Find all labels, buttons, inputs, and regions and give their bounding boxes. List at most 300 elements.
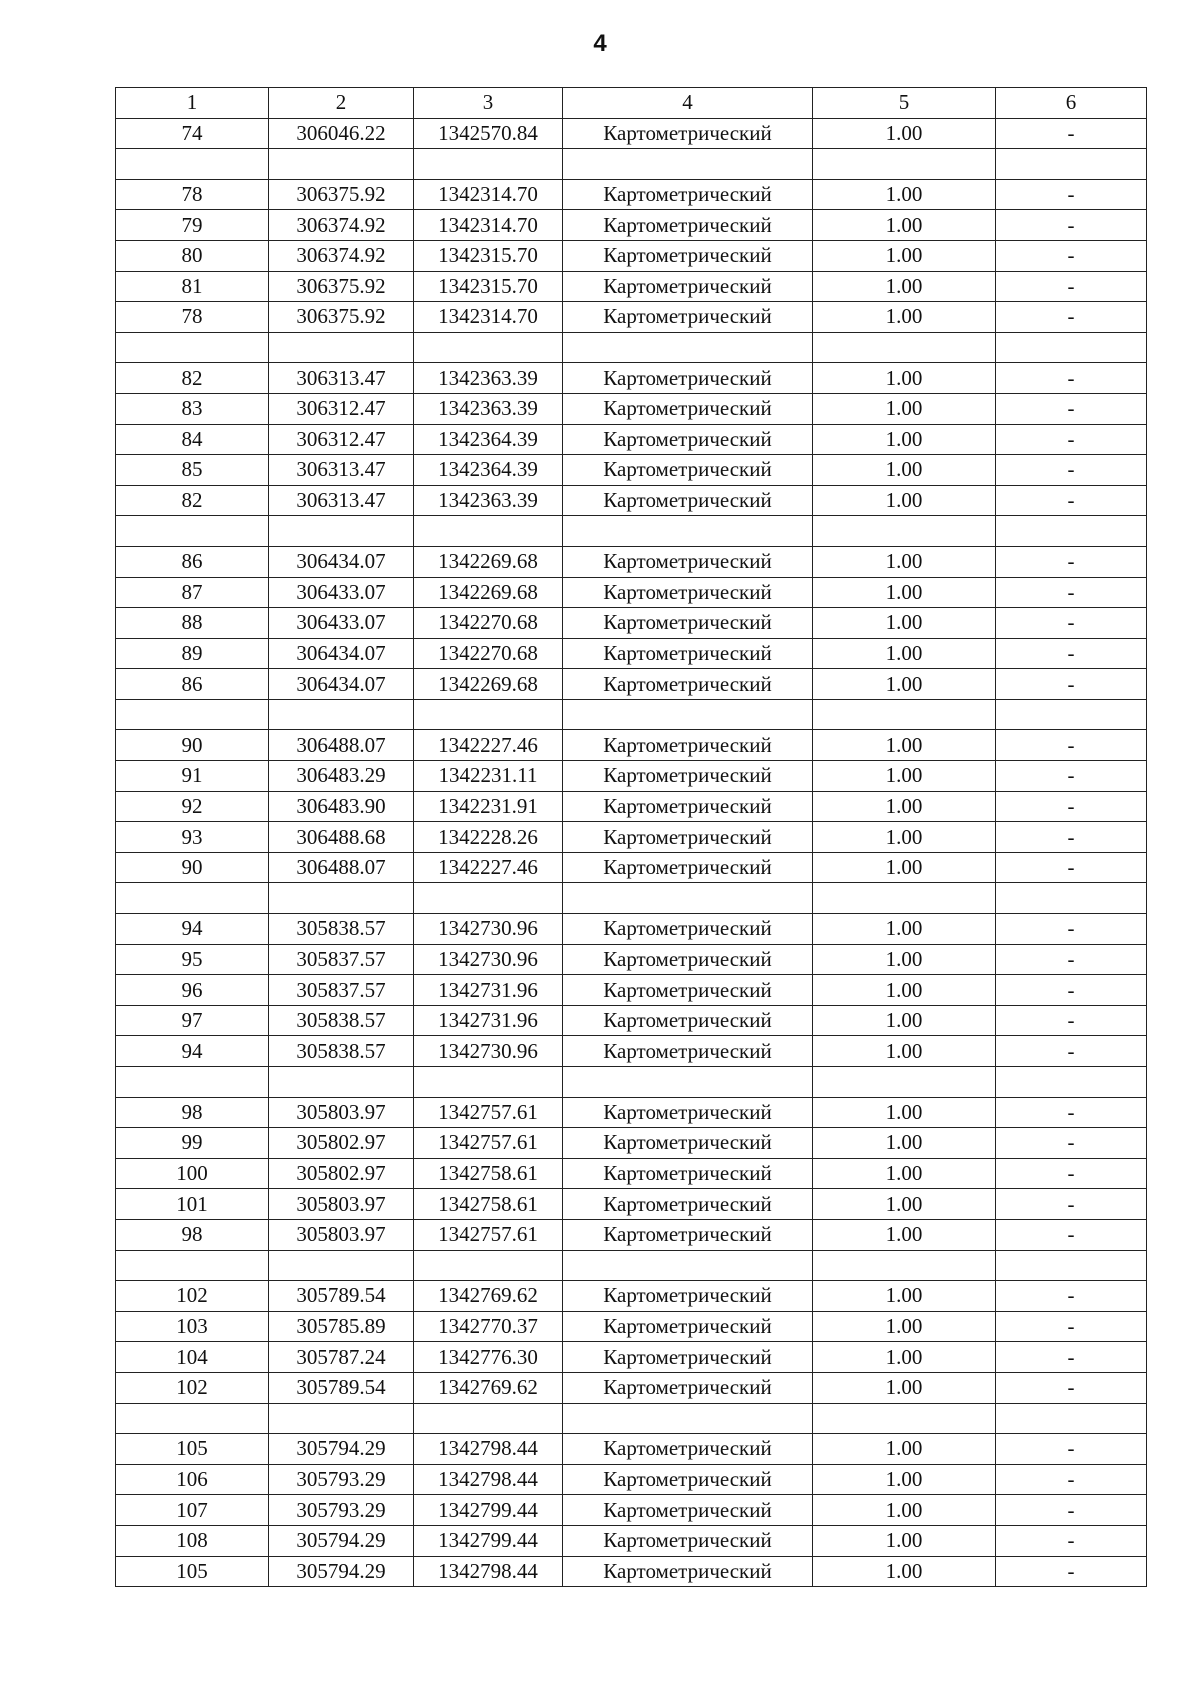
table-row bbox=[116, 455, 1147, 486]
table-cell: 1.00 bbox=[813, 1036, 996, 1067]
table-cell: 1.00 bbox=[813, 914, 996, 945]
table-cell: 1.00 bbox=[813, 638, 996, 669]
table-cell bbox=[116, 883, 269, 914]
table-cell: - bbox=[996, 791, 1147, 822]
table-cell: 305789.54 bbox=[269, 1372, 414, 1403]
table-cell: - bbox=[996, 424, 1147, 455]
table-cell: 1342757.61 bbox=[414, 1097, 563, 1128]
table-cell: 305794.29 bbox=[269, 1556, 414, 1587]
separator-row bbox=[116, 1403, 1147, 1434]
table-cell: 96 bbox=[116, 975, 269, 1006]
table-cell: 85 bbox=[116, 455, 269, 486]
table-cell: - bbox=[996, 485, 1147, 516]
table-cell: - bbox=[996, 852, 1147, 883]
table-cell: 306046.22 bbox=[269, 118, 414, 149]
table-cell bbox=[414, 1250, 563, 1281]
table-cell: 1.00 bbox=[813, 852, 996, 883]
table-cell: 305794.29 bbox=[269, 1434, 414, 1465]
table-row bbox=[116, 669, 1147, 700]
table-cell bbox=[813, 883, 996, 914]
table-cell: 305803.97 bbox=[269, 1189, 414, 1220]
table-cell: 1.00 bbox=[813, 669, 996, 700]
table-cell bbox=[269, 699, 414, 730]
table-cell: 86 bbox=[116, 669, 269, 700]
table-cell: 1342730.96 bbox=[414, 914, 563, 945]
table-row bbox=[116, 852, 1147, 883]
table-cell: Картометрический bbox=[563, 791, 813, 822]
table-cell bbox=[414, 332, 563, 363]
table-cell: 305793.29 bbox=[269, 1495, 414, 1526]
table-cell: 1.00 bbox=[813, 944, 996, 975]
table-cell: 305793.29 bbox=[269, 1464, 414, 1495]
table-cell: 306483.90 bbox=[269, 791, 414, 822]
table-cell: 1.00 bbox=[813, 1128, 996, 1159]
table-cell: - bbox=[996, 1036, 1147, 1067]
table-cell: Картометрический bbox=[563, 914, 813, 945]
table-cell: Картометрический bbox=[563, 210, 813, 241]
table-cell bbox=[996, 149, 1147, 180]
table-cell: 1342731.96 bbox=[414, 975, 563, 1006]
table-cell: - bbox=[996, 1342, 1147, 1373]
table-cell: - bbox=[996, 1128, 1147, 1159]
table-cell: 92 bbox=[116, 791, 269, 822]
table-row bbox=[116, 1281, 1147, 1312]
table-cell: 93 bbox=[116, 822, 269, 853]
table-cell: 80 bbox=[116, 240, 269, 271]
table-cell: Картометрический bbox=[563, 730, 813, 761]
table-cell bbox=[813, 332, 996, 363]
table-cell: Картометрический bbox=[563, 302, 813, 333]
table-row bbox=[116, 302, 1147, 333]
table-cell: 1342757.61 bbox=[414, 1128, 563, 1159]
table-row bbox=[116, 577, 1147, 608]
table-cell: 305794.29 bbox=[269, 1525, 414, 1556]
table-cell bbox=[813, 699, 996, 730]
table-cell: 1.00 bbox=[813, 1311, 996, 1342]
table-row bbox=[116, 1434, 1147, 1465]
table-cell: Картометрический bbox=[563, 1311, 813, 1342]
table-cell: 306374.92 bbox=[269, 240, 414, 271]
table-cell: 1342730.96 bbox=[414, 1036, 563, 1067]
table-cell bbox=[996, 1250, 1147, 1281]
table-cell bbox=[116, 516, 269, 547]
table-cell: - bbox=[996, 914, 1147, 945]
page-number: 4 bbox=[593, 30, 607, 57]
table-cell: Картометрический bbox=[563, 363, 813, 394]
table-cell: - bbox=[996, 240, 1147, 271]
table-row bbox=[116, 1525, 1147, 1556]
table-cell: 1.00 bbox=[813, 210, 996, 241]
table-cell: 82 bbox=[116, 485, 269, 516]
table-cell: 1342314.70 bbox=[414, 179, 563, 210]
table-cell: 306375.92 bbox=[269, 179, 414, 210]
table-cell: - bbox=[996, 944, 1147, 975]
table-cell: - bbox=[996, 1158, 1147, 1189]
table-cell: Картометрический bbox=[563, 669, 813, 700]
table-cell: Картометрический bbox=[563, 1434, 813, 1465]
table-row bbox=[116, 424, 1147, 455]
table-cell: 1342314.70 bbox=[414, 210, 563, 241]
separator-row bbox=[116, 1250, 1147, 1281]
table-row bbox=[116, 240, 1147, 271]
separator-row bbox=[116, 883, 1147, 914]
table-cell: Картометрический bbox=[563, 1372, 813, 1403]
table-cell: 1342770.37 bbox=[414, 1311, 563, 1342]
table-cell bbox=[563, 1403, 813, 1434]
table-cell bbox=[996, 883, 1147, 914]
table-cell: 1.00 bbox=[813, 1556, 996, 1587]
table-cell: - bbox=[996, 546, 1147, 577]
table-cell bbox=[269, 1250, 414, 1281]
table-cell: 103 bbox=[116, 1311, 269, 1342]
table-cell: 86 bbox=[116, 546, 269, 577]
table-cell: 90 bbox=[116, 730, 269, 761]
table-cell: 1.00 bbox=[813, 455, 996, 486]
table-cell: 1342269.68 bbox=[414, 577, 563, 608]
table-cell: 104 bbox=[116, 1342, 269, 1373]
table-row bbox=[116, 761, 1147, 792]
table-cell bbox=[414, 699, 563, 730]
table-cell bbox=[996, 516, 1147, 547]
coordinates-table bbox=[115, 87, 1147, 1587]
table-cell: 1.00 bbox=[813, 577, 996, 608]
table-cell: - bbox=[996, 822, 1147, 853]
table-cell: 78 bbox=[116, 302, 269, 333]
table-cell bbox=[996, 1403, 1147, 1434]
table-cell: Картометрический bbox=[563, 1036, 813, 1067]
table-cell: 305787.24 bbox=[269, 1342, 414, 1373]
table-cell: 83 bbox=[116, 393, 269, 424]
table-cell: - bbox=[996, 1434, 1147, 1465]
table-cell: Картометрический bbox=[563, 638, 813, 669]
table-cell: 306375.92 bbox=[269, 302, 414, 333]
table-cell: Картометрический bbox=[563, 1005, 813, 1036]
table-cell: 97 bbox=[116, 1005, 269, 1036]
table-cell: 1342231.11 bbox=[414, 761, 563, 792]
table-header bbox=[116, 88, 1147, 119]
table-cell: 1342769.62 bbox=[414, 1372, 563, 1403]
table-cell: 1342231.91 bbox=[414, 791, 563, 822]
table-cell: - bbox=[996, 1311, 1147, 1342]
table-cell: 100 bbox=[116, 1158, 269, 1189]
table-cell bbox=[269, 1403, 414, 1434]
table-cell: 1.00 bbox=[813, 975, 996, 1006]
table-cell bbox=[563, 883, 813, 914]
table-cell bbox=[563, 332, 813, 363]
table-cell: 1342314.70 bbox=[414, 302, 563, 333]
table-cell: Картометрический bbox=[563, 608, 813, 639]
table-row bbox=[116, 1005, 1147, 1036]
table-cell: 1.00 bbox=[813, 1158, 996, 1189]
table-cell: 1.00 bbox=[813, 1525, 996, 1556]
table-cell: 94 bbox=[116, 914, 269, 945]
header-cell: 5 bbox=[813, 88, 996, 119]
table-cell bbox=[813, 516, 996, 547]
table-cell bbox=[563, 699, 813, 730]
table-cell: 1.00 bbox=[813, 822, 996, 853]
table-row bbox=[116, 546, 1147, 577]
table-cell: - bbox=[996, 118, 1147, 149]
table-cell bbox=[269, 1067, 414, 1098]
table-cell: 106 bbox=[116, 1464, 269, 1495]
table-cell bbox=[996, 699, 1147, 730]
table-cell bbox=[116, 332, 269, 363]
table-cell: 306433.07 bbox=[269, 608, 414, 639]
table-cell: 1.00 bbox=[813, 363, 996, 394]
table-cell: 88 bbox=[116, 608, 269, 639]
table-cell: 1.00 bbox=[813, 761, 996, 792]
table-cell: 1342570.84 bbox=[414, 118, 563, 149]
table-cell: - bbox=[996, 761, 1147, 792]
table-cell: Картометрический bbox=[563, 240, 813, 271]
table-cell: 306313.47 bbox=[269, 485, 414, 516]
table-row bbox=[116, 1036, 1147, 1067]
table-cell: Картометрический bbox=[563, 822, 813, 853]
table-cell: Картометрический bbox=[563, 546, 813, 577]
table-cell: 1.00 bbox=[813, 393, 996, 424]
table-cell: Картометрический bbox=[563, 577, 813, 608]
table-row bbox=[116, 1219, 1147, 1250]
table-cell: 1342757.61 bbox=[414, 1219, 563, 1250]
table-cell: 305838.57 bbox=[269, 1005, 414, 1036]
table-cell: Картометрический bbox=[563, 118, 813, 149]
header-cell: 1 bbox=[116, 88, 269, 119]
table-cell: 1.00 bbox=[813, 302, 996, 333]
table-cell bbox=[563, 149, 813, 180]
table-cell: Картометрический bbox=[563, 1128, 813, 1159]
table-cell: 1342776.30 bbox=[414, 1342, 563, 1373]
table-cell: - bbox=[996, 577, 1147, 608]
table-cell: 1.00 bbox=[813, 485, 996, 516]
table-cell bbox=[116, 1250, 269, 1281]
table-cell: 1342758.61 bbox=[414, 1189, 563, 1220]
table-cell bbox=[414, 883, 563, 914]
table-cell: - bbox=[996, 1372, 1147, 1403]
table-cell: 1342798.44 bbox=[414, 1464, 563, 1495]
table-row bbox=[116, 914, 1147, 945]
table-cell: 105 bbox=[116, 1556, 269, 1587]
table-cell: - bbox=[996, 1464, 1147, 1495]
table-cell: 1342315.70 bbox=[414, 271, 563, 302]
separator-row bbox=[116, 516, 1147, 547]
table-cell: Картометрический bbox=[563, 393, 813, 424]
table-row bbox=[116, 485, 1147, 516]
table-cell bbox=[116, 1403, 269, 1434]
table-cell: 305802.97 bbox=[269, 1158, 414, 1189]
table-cell: 1.00 bbox=[813, 730, 996, 761]
table-cell: 1342363.39 bbox=[414, 393, 563, 424]
table-cell: 1342270.68 bbox=[414, 638, 563, 669]
separator-row bbox=[116, 332, 1147, 363]
table-cell bbox=[414, 516, 563, 547]
table-cell: Картометрический bbox=[563, 944, 813, 975]
table-cell: 306312.47 bbox=[269, 424, 414, 455]
table-row bbox=[116, 1311, 1147, 1342]
table-cell bbox=[414, 1067, 563, 1098]
table-cell: - bbox=[996, 271, 1147, 302]
table-cell bbox=[813, 149, 996, 180]
table-cell: 1342227.46 bbox=[414, 730, 563, 761]
table-cell: 1.00 bbox=[813, 1495, 996, 1526]
table-cell: 1342799.44 bbox=[414, 1495, 563, 1526]
table-cell: Картометрический bbox=[563, 1097, 813, 1128]
table-cell: 305837.57 bbox=[269, 975, 414, 1006]
table-cell: Картометрический bbox=[563, 1464, 813, 1495]
table-cell: - bbox=[996, 1525, 1147, 1556]
table-cell bbox=[116, 699, 269, 730]
table-cell: - bbox=[996, 179, 1147, 210]
table-cell: 78 bbox=[116, 179, 269, 210]
table-row bbox=[116, 1495, 1147, 1526]
table-cell: 91 bbox=[116, 761, 269, 792]
table-cell: 101 bbox=[116, 1189, 269, 1220]
header-cell: 3 bbox=[414, 88, 563, 119]
table-cell: Картометрический bbox=[563, 179, 813, 210]
table-cell bbox=[269, 883, 414, 914]
table-cell: - bbox=[996, 1556, 1147, 1587]
table-cell: 306312.47 bbox=[269, 393, 414, 424]
table-cell: 305803.97 bbox=[269, 1219, 414, 1250]
table-cell: Картометрический bbox=[563, 271, 813, 302]
table-cell: 94 bbox=[116, 1036, 269, 1067]
header-cell: 6 bbox=[996, 88, 1147, 119]
table-cell: Картометрический bbox=[563, 1281, 813, 1312]
table-cell: Картометрический bbox=[563, 852, 813, 883]
table-row bbox=[116, 118, 1147, 149]
table-cell: 305837.57 bbox=[269, 944, 414, 975]
table-cell: 1342798.44 bbox=[414, 1556, 563, 1587]
separator-row bbox=[116, 1067, 1147, 1098]
table-cell: 1.00 bbox=[813, 1281, 996, 1312]
table-row bbox=[116, 975, 1147, 1006]
table-cell: 1342269.68 bbox=[414, 546, 563, 577]
table-cell: 1342315.70 bbox=[414, 240, 563, 271]
table-cell: 1.00 bbox=[813, 546, 996, 577]
table-body bbox=[116, 118, 1147, 1587]
table-cell: 1342798.44 bbox=[414, 1434, 563, 1465]
table-row bbox=[116, 1097, 1147, 1128]
table-cell: 102 bbox=[116, 1372, 269, 1403]
table-cell bbox=[563, 1250, 813, 1281]
table-cell: - bbox=[996, 1005, 1147, 1036]
table-cell: Картометрический bbox=[563, 975, 813, 1006]
table-cell: 305785.89 bbox=[269, 1311, 414, 1342]
table-row bbox=[116, 179, 1147, 210]
table-cell: 1.00 bbox=[813, 1372, 996, 1403]
table-row bbox=[116, 1128, 1147, 1159]
table-cell: 84 bbox=[116, 424, 269, 455]
table-cell: 1342364.39 bbox=[414, 455, 563, 486]
table-cell: 306433.07 bbox=[269, 577, 414, 608]
separator-row bbox=[116, 699, 1147, 730]
table-row bbox=[116, 944, 1147, 975]
table-cell: 1.00 bbox=[813, 1219, 996, 1250]
table-cell: 306374.92 bbox=[269, 210, 414, 241]
table-cell bbox=[116, 149, 269, 180]
table-cell: Картометрический bbox=[563, 1189, 813, 1220]
table-cell bbox=[996, 1067, 1147, 1098]
table-row bbox=[116, 730, 1147, 761]
table-row bbox=[116, 1342, 1147, 1373]
table-cell: - bbox=[996, 638, 1147, 669]
table-row bbox=[116, 638, 1147, 669]
table-row bbox=[116, 210, 1147, 241]
table-cell: 1.00 bbox=[813, 240, 996, 271]
table-cell: 87 bbox=[116, 577, 269, 608]
table-cell: 1342228.26 bbox=[414, 822, 563, 853]
table-cell: 102 bbox=[116, 1281, 269, 1312]
table-cell: Картометрический bbox=[563, 761, 813, 792]
table-row bbox=[116, 363, 1147, 394]
table-cell: Картометрический bbox=[563, 1219, 813, 1250]
table-cell: Картометрический bbox=[563, 1342, 813, 1373]
table-cell: 1342769.62 bbox=[414, 1281, 563, 1312]
table-cell bbox=[414, 149, 563, 180]
table-cell: 1.00 bbox=[813, 1434, 996, 1465]
table-cell: 95 bbox=[116, 944, 269, 975]
table-cell: - bbox=[996, 1219, 1147, 1250]
table-cell: - bbox=[996, 1281, 1147, 1312]
table-cell: 1.00 bbox=[813, 1464, 996, 1495]
table-cell: 108 bbox=[116, 1525, 269, 1556]
table-cell: - bbox=[996, 393, 1147, 424]
table-cell: 1342363.39 bbox=[414, 485, 563, 516]
table-cell: - bbox=[996, 975, 1147, 1006]
table-cell: 1342270.68 bbox=[414, 608, 563, 639]
table-cell: 305802.97 bbox=[269, 1128, 414, 1159]
table-cell bbox=[116, 1067, 269, 1098]
table-cell bbox=[269, 149, 414, 180]
table-cell: 81 bbox=[116, 271, 269, 302]
table-cell: 305838.57 bbox=[269, 914, 414, 945]
table-cell: - bbox=[996, 1097, 1147, 1128]
table-cell: 306434.07 bbox=[269, 546, 414, 577]
table-cell: 99 bbox=[116, 1128, 269, 1159]
table-cell: - bbox=[996, 608, 1147, 639]
table-cell: 79 bbox=[116, 210, 269, 241]
table-cell: Картометрический bbox=[563, 424, 813, 455]
table-cell: 74 bbox=[116, 118, 269, 149]
table-cell: 107 bbox=[116, 1495, 269, 1526]
table-cell: - bbox=[996, 669, 1147, 700]
table-row bbox=[116, 393, 1147, 424]
table-cell: 82 bbox=[116, 363, 269, 394]
table-row bbox=[116, 1158, 1147, 1189]
table-cell: 306483.29 bbox=[269, 761, 414, 792]
table-cell: 1.00 bbox=[813, 1342, 996, 1373]
table-cell: Картометрический bbox=[563, 1495, 813, 1526]
table-cell: 306488.68 bbox=[269, 822, 414, 853]
table-cell: 306434.07 bbox=[269, 669, 414, 700]
table-cell bbox=[563, 516, 813, 547]
table-cell: 306488.07 bbox=[269, 730, 414, 761]
table-cell: 1.00 bbox=[813, 118, 996, 149]
table-row bbox=[116, 271, 1147, 302]
table-cell: 1.00 bbox=[813, 271, 996, 302]
header-cell: 4 bbox=[563, 88, 813, 119]
table-cell bbox=[813, 1403, 996, 1434]
table-cell: 98 bbox=[116, 1097, 269, 1128]
table-row bbox=[116, 1372, 1147, 1403]
table-cell: Картометрический bbox=[563, 1525, 813, 1556]
table-cell bbox=[563, 1067, 813, 1098]
table-cell: 105 bbox=[116, 1434, 269, 1465]
table-row bbox=[116, 1556, 1147, 1587]
table-cell: - bbox=[996, 730, 1147, 761]
table-row bbox=[116, 608, 1147, 639]
table-row bbox=[116, 1464, 1147, 1495]
table-row bbox=[116, 822, 1147, 853]
